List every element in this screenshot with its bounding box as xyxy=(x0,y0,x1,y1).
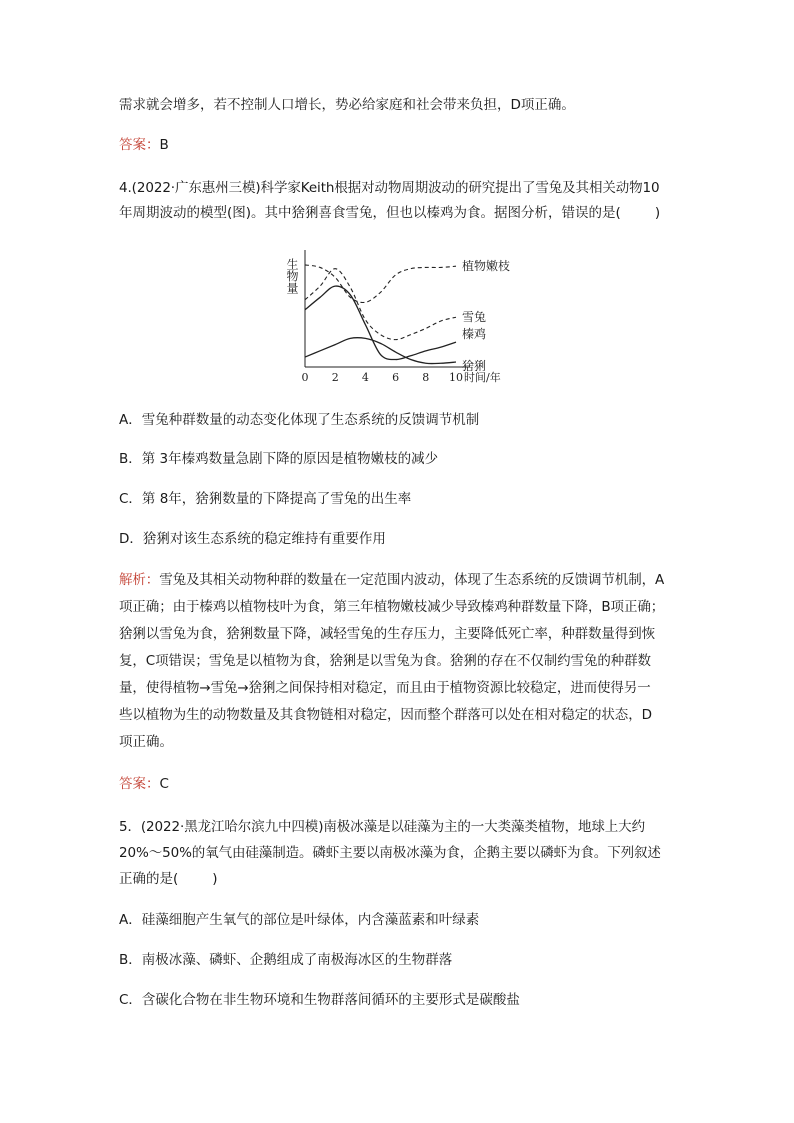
x-tick-label: 10 xyxy=(449,371,463,384)
x-tick-label: 0 xyxy=(301,371,309,384)
x-tick-label: 2 xyxy=(331,371,339,384)
question-text: 年周期波动的模型(图)。其中猞猁喜食雪兔，但也以榛鸡为食。据图分析，错误的是( xyxy=(119,205,621,221)
option-a[interactable]: A．雪兔种群数量的动态变化体现了生态系统的反馈调节机制 xyxy=(119,412,480,428)
question-5-line: 5．(2022·黑龙江哈尔滨九中四模)南极冰藻是以硅藻为主的一大类藻类植物，地球上大约 xyxy=(119,819,645,835)
answer-label: 答案： xyxy=(119,137,160,153)
x-tick-label: 6 xyxy=(392,371,400,384)
option-b[interactable]: B．南极冰藻、磷虾、企鹅组成了南极海冰区的生物群落 xyxy=(119,952,453,968)
x-tick-label: 8 xyxy=(422,371,430,384)
question-5-line xyxy=(119,869,218,889)
paragraph-line: 需求就会增多，若不控制人口增长，势必给家庭和社会带来负担，D项正确。 xyxy=(119,97,575,113)
option-c[interactable]: C．第 8年，猞猁数量的下降提高了雪兔的出生率 xyxy=(119,491,412,507)
series-label: 植物嫩枝 xyxy=(462,259,511,274)
answer-line xyxy=(119,774,169,794)
explanation-text: 雪兔及其相关动物种群的数量在一定范围内波动，体现了生态系统的反馈调节机制，A xyxy=(159,572,665,588)
answer-line xyxy=(119,135,169,155)
answer-value: B xyxy=(159,137,169,153)
explanation-line: 猞猁以雪兔为食，猞猁数量下降，减轻雪兔的生存压力，主要降低死亡率，种群数量得到恢 xyxy=(119,626,655,642)
question-4-line: 4.(2022·广东惠州三模)科学家Keith根据对动物周期波动的研究提出了雪兔及其相关动物10 xyxy=(119,180,660,196)
close-paren: ) xyxy=(212,871,218,887)
explanation-line: 量，使得植物→雪兔→猞猁之间保持相对稳定，而且由于植物资源比较稳定，进而使得另一 xyxy=(119,680,651,696)
option-c[interactable]: C．含碳化合物在非生物环境和生物群落间循环的主要形式是碳酸盐 xyxy=(119,992,520,1008)
explanation-line: 复，C项错误；雪兔是以植物为食，猞猁是以雪兔为食。猞猁的存在不仅制约雪兔的种群数 xyxy=(119,653,651,669)
answer-label: 答案： xyxy=(119,776,160,792)
close-paren: ) xyxy=(654,205,661,221)
series-line-雪兔 xyxy=(305,269,456,340)
answer-value: C xyxy=(159,776,169,792)
population-chart xyxy=(280,240,540,390)
option-d[interactable]: D．猞猁对该生态系统的稳定维持有重要作用 xyxy=(119,531,386,547)
series-label: 榛鸡 xyxy=(462,327,487,342)
series-line-猞猁 xyxy=(305,338,456,364)
chart-series xyxy=(305,265,456,364)
question-text: 正确的是( xyxy=(119,871,179,887)
explanation-line: 项正确；由于榛鸡以植物枝叶为食，第三年植物嫩枝减少导致榛鸡种群数量下降，B项正确； xyxy=(119,599,665,615)
question-4-line xyxy=(119,203,660,223)
series-line-榛鸡 xyxy=(305,286,456,359)
series-label: 雪兔 xyxy=(462,310,487,325)
explanation-line: 些以植物为生的动物数量及其食物链相对稳定，因而整个群落可以处在相对稳定的状态，D xyxy=(119,707,652,723)
option-b[interactable]: B．第 3年榛鸡数量急剧下降的原因是植物嫩枝的减少 xyxy=(119,451,439,467)
explanation-label: 解析： xyxy=(119,572,160,588)
explanation-line: 项正确。 xyxy=(119,734,173,750)
series-label: 猞猁 xyxy=(462,359,487,374)
y-axis-label: 生物量 xyxy=(285,258,299,294)
explanation-line xyxy=(119,570,664,590)
chart-labels xyxy=(285,257,510,384)
option-a[interactable]: A．硅藻细胞产生氧气的部位是叶绿体，内含藻蓝素和叶绿素 xyxy=(119,912,480,928)
chart-axes xyxy=(305,250,470,367)
question-5-line: 20%～50%的氧气由硅藻制造。磷虾主要以南极冰藻为食，企鹅主要以磷虾为食。下列叙述 xyxy=(119,845,661,861)
x-axis-label: 时间/年 xyxy=(464,371,501,384)
x-tick-label: 4 xyxy=(361,371,369,384)
series-line-植物嫩枝 xyxy=(305,265,456,303)
